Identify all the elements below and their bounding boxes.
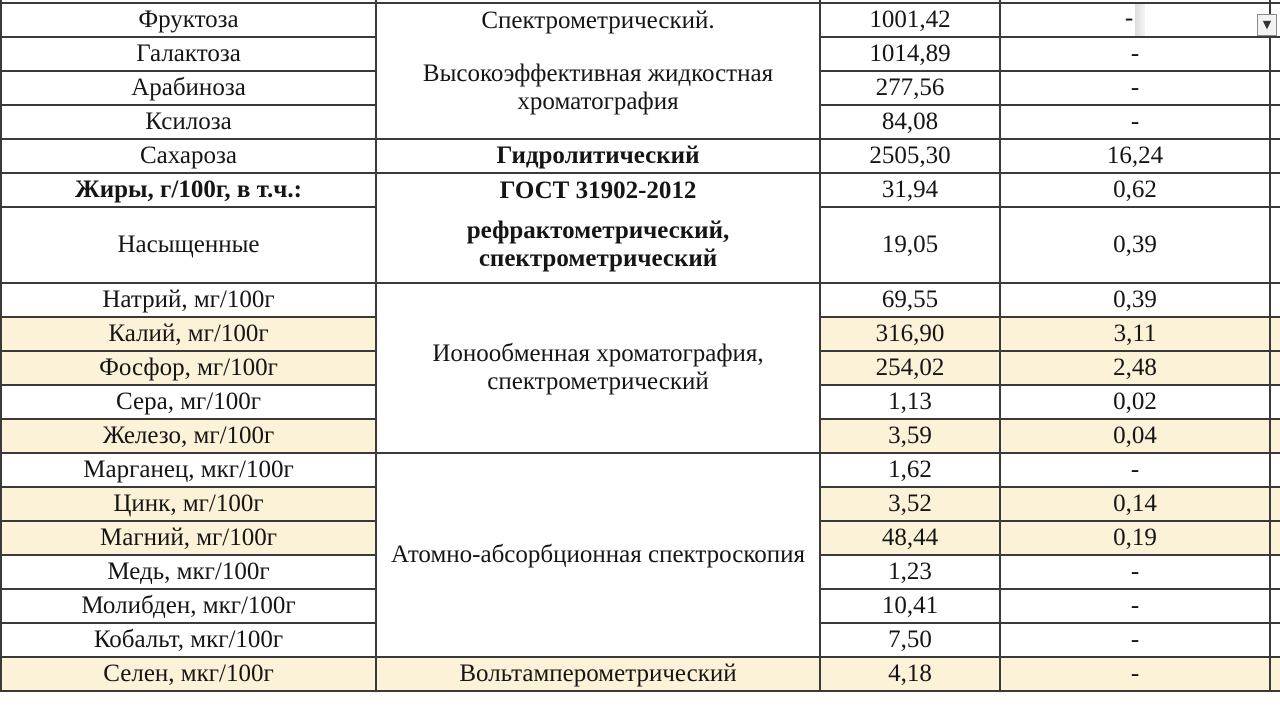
nutrient-name: Калий, мг/100г (1, 317, 376, 351)
nutrient-name: Галактоза (1, 37, 376, 71)
table-row (1, 37, 1280, 71)
nutrient-name: Фруктоза (1, 3, 376, 37)
nutrient-name: Жиры, г/100г, в т.ч.: (1, 173, 376, 207)
nutrient-deviation: - (1000, 657, 1270, 691)
edge-cell (1270, 317, 1280, 351)
table-row (1, 139, 1280, 173)
nutrient-value: 1014,89 (820, 37, 1000, 71)
nutrient-name: Натрий, мг/100г (1, 283, 376, 317)
nutrient-deviation: - (1000, 453, 1270, 487)
edge-cell (1270, 419, 1280, 453)
nutrient-deviation: - (1000, 555, 1270, 589)
nutrient-value: 316,90 (820, 317, 1000, 351)
nutrient-name: Селен, мкг/100г (1, 657, 376, 691)
edge-cell (1270, 283, 1280, 317)
nutrient-value: 48,44 (820, 521, 1000, 555)
nutrient-deviation: - (1000, 71, 1270, 105)
nutrient-value: 69,55 (820, 283, 1000, 317)
edge-cell (1270, 657, 1280, 691)
nutrient-value: 254,02 (820, 351, 1000, 385)
nutrient-name: Магний, мг/100г (1, 521, 376, 555)
nutrient-name: Медь, мкг/100г (1, 555, 376, 589)
nutrient-value: 7,50 (820, 623, 1000, 657)
table-row (1, 657, 1280, 691)
edge-cell (1270, 139, 1280, 173)
edge-cell (1270, 521, 1280, 555)
nutrient-value: 3,59 (820, 419, 1000, 453)
nutrient-name: Фосфор, мг/100г (1, 351, 376, 385)
nutrient-value: 277,56 (820, 71, 1000, 105)
table-row (1, 3, 1280, 37)
nutrient-value: 3,52 (820, 487, 1000, 521)
nutrient-value: 31,94 (820, 173, 1000, 207)
edge-cell (1270, 487, 1280, 521)
edge-cell (1270, 71, 1280, 105)
nutrient-deviation: 0,02 (1000, 385, 1270, 419)
nutrient-deviation: 0,39 (1000, 283, 1270, 317)
nutrient-name: Железо, мг/100г (1, 419, 376, 453)
method-gost: ГОСТ 31902-2012 (376, 173, 820, 207)
nutrient-deviation[interactable] (1000, 3, 1270, 37)
table-row (1, 453, 1280, 487)
nutrient-deviation: - (1000, 37, 1270, 71)
nutrient-deviation: 2,48 (1000, 351, 1270, 385)
deviation-text: - (1124, 4, 1134, 32)
nutrient-name: Марганец, мкг/100г (1, 453, 376, 487)
nutrient-deviation: - (1000, 105, 1270, 139)
nutrient-value: 1,13 (820, 385, 1000, 419)
cell-resize-handle[interactable] (1135, 4, 1145, 36)
nutrient-name: Сахароза (1, 139, 376, 173)
nutrient-name: Сера, мг/100г (1, 385, 376, 419)
nutrient-name: Насыщенные (1, 207, 376, 283)
nutrient-value[interactable]: 1001,42 (820, 3, 1000, 37)
nutrient-name: Цинк, мг/100г (1, 487, 376, 521)
table-row (1, 173, 1280, 207)
nutrient-name: Арабиноза (1, 71, 376, 105)
method-ion-exchange: Ионообменная хроматография, спектрометрический (376, 283, 820, 453)
edge-cell (1270, 105, 1280, 139)
method-atomic-absorption: Атомно-абсорбционная спектроскопия (376, 453, 820, 657)
nutrient-deviation: 0,62 (1000, 173, 1270, 207)
nutrient-deviation: 0,04 (1000, 419, 1270, 453)
method-spectrometric: Спектрометрический. (376, 3, 820, 37)
nutrient-value: 19,05 (820, 207, 1000, 283)
nutrient-name: Кобальт, мкг/100г (1, 623, 376, 657)
nutrient-deviation: - (1000, 589, 1270, 623)
nutrient-value: 84,08 (820, 105, 1000, 139)
edge-cell (1270, 207, 1280, 283)
table-row (1, 283, 1280, 317)
edge-cell (1270, 623, 1280, 657)
nutrient-name: Ксилоза (1, 105, 376, 139)
edge-cell (1270, 351, 1280, 385)
edge-cell (1270, 37, 1280, 71)
method-refractometric: рефрактометрический, спектрометрический (376, 207, 820, 283)
method-voltammetric: Вольтамперометрический (376, 657, 820, 691)
method-hplc: Высокоэффективная жидкостная хроматография (376, 37, 820, 139)
autofill-dropdown-button[interactable] (1257, 14, 1277, 36)
nutrient-deviation: 0,14 (1000, 487, 1270, 521)
nutrient-deviation: - (1000, 623, 1270, 657)
chevron-down-icon: ▼ (1262, 18, 1272, 31)
nutrient-value: 1,23 (820, 555, 1000, 589)
nutrient-value: 2505,30 (820, 139, 1000, 173)
nutrient-deviation: 0,19 (1000, 521, 1270, 555)
edge-cell (1270, 555, 1280, 589)
nutrient-deviation: 3,11 (1000, 317, 1270, 351)
edge-cell (1270, 385, 1280, 419)
nutrient-deviation: 0,39 (1000, 207, 1270, 283)
edge-cell (1270, 173, 1280, 207)
nutrient-deviation: 16,24 (1000, 139, 1270, 173)
nutrient-value: 10,41 (820, 589, 1000, 623)
edge-cell (1270, 589, 1280, 623)
table-row (1, 207, 1280, 283)
nutrient-name: Молибден, мкг/100г (1, 589, 376, 623)
nutrient-value: 1,62 (820, 453, 1000, 487)
edge-cell (1270, 453, 1280, 487)
method-hydrolytic: Гидролитический (376, 139, 820, 173)
nutrient-value: 4,18 (820, 657, 1000, 691)
